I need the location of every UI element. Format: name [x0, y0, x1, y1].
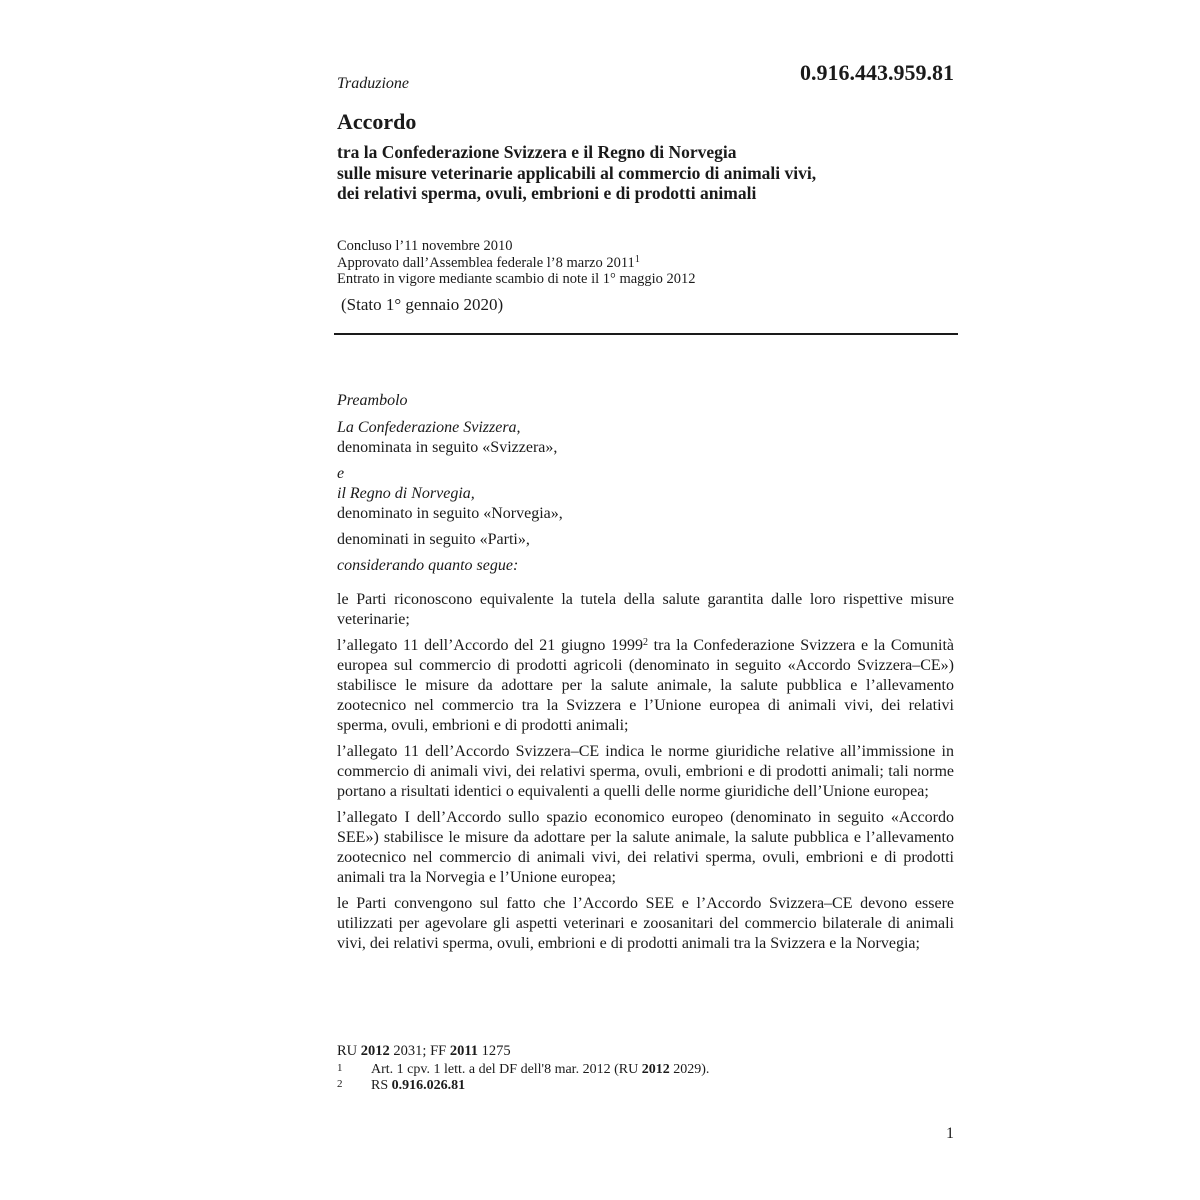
approved-text: Approvato dall’Assemblea federale l’8 marzo 2011: [337, 254, 635, 271]
subtitle-line: dei relativi sperma, ovuli, embrioni e di prodotti animali: [337, 183, 757, 203]
footnote-ref-1[interactable]: 1: [634, 253, 640, 265]
paragraph-text: l’allegato 11 dell’Accordo del 21 giugno 1999: [337, 637, 644, 654]
ru-label: RU: [337, 1043, 358, 1059]
preamble-paragraph: le Parti riconoscono equivalente la tutela della salute garantita dalle loro rispettive misure veterinarie;: [337, 591, 954, 628]
ff-label: FF: [430, 1043, 447, 1059]
footnote-text-before: RS: [371, 1078, 389, 1093]
party2-alias: denominato in seguito «Norvegia»,: [337, 505, 563, 522]
header-divider: [334, 333, 958, 335]
entry-into-force-date: Entrato in vigore mediante scambio di note il 1° maggio 2012: [337, 271, 696, 287]
official-reference: [337, 1042, 511, 1060]
footnote: [337, 1062, 709, 1078]
footnote-ref-2[interactable]: 2: [643, 637, 649, 648]
conjunction: e: [337, 465, 345, 482]
subtitle-line: tra la Confederazione Svizzera e il Regno di Norvegia: [337, 142, 737, 162]
party1-alias: denominata in seguito «Svizzera»,: [337, 439, 558, 456]
document-metadata: [337, 238, 696, 288]
parties-alias: denominati in seguito «Parti»,: [337, 531, 530, 548]
footnote-text-before: Art. 1 cpv. 1 lett. a del DF dell'8 mar. 2012 (RU: [371, 1062, 639, 1077]
paragraph-text: tra la Confederazione Svizzera e la Comunità europea sul commercio di prodotti agricoli (denominato in seguito «Accordo Svizzera–CE») stabilisce le misure da adottare per la salute animale, la salute pubblica e l’allevamento zootecnico nel commercio tra la Svizzera e l’Unione europea di animali vivi, dei relativi sperma, ovuli, embrioni e di prodotti animali;: [337, 637, 955, 734]
subtitle-line: sulle misure veterinarie applicabili al commercio di animali vivi,: [337, 162, 817, 183]
concluded-date: Concluso l’11 novembre 2010: [337, 238, 513, 254]
party2-name: il Regno di Norvegia,: [337, 485, 475, 502]
footnote-text: [371, 1062, 709, 1078]
preamble-paragraph: l’allegato I dell’Accordo sullo spazio economico europeo (denominato in seguito «Accordo SEE») stabilisce le misure da adottare per la salute animale, la salute pubblica e l’allevamento zootecnico nel commercio di animali vivi, dei relativi sperma, ovuli, embrioni e di prodotti animali tra la Norvegia e l’Unione europea;: [337, 809, 954, 886]
translation-label: Traduzione: [337, 75, 410, 92]
party1-name: La Confederazione Svizzera,: [337, 419, 521, 436]
footnote-number: 1: [337, 1062, 343, 1074]
footnote-number: 2: [337, 1078, 343, 1090]
document-title: Accordo: [337, 109, 417, 134]
footnotes: [337, 1062, 709, 1094]
footnote-bold: 0.916.026.81: [391, 1078, 466, 1093]
preamble-section: [337, 391, 954, 954]
preamble-paragraph: l’allegato 11 dell’Accordo Svizzera–CE indica le norme giuridiche relative all’immissione in commercio di animali vivi, dei relativi sperma, ovuli, embrioni e di prodotti animali; tali norme portano a risultati identici o equivalenti a quelli delle norme giuridiche dell’Unione europea;: [337, 743, 954, 800]
ru-page: 2031;: [393, 1043, 427, 1059]
status-date: (Stato 1° gennaio 2020): [341, 295, 504, 314]
footnote: [337, 1078, 709, 1094]
considering-clause: considerando quanto segue:: [337, 557, 519, 574]
approved-date: [337, 255, 696, 272]
ru-year: 2012: [360, 1043, 390, 1059]
footnote-text-after: 2029).: [673, 1062, 710, 1077]
preamble-heading: Preambolo: [337, 392, 408, 409]
preamble-paragraph: le Parti convengono sul fatto che l’Accordo SEE e l’Accordo Svizzera–CE devono essere utilizzati per agevolare gli aspetti veterinari e zoosanitari del commercio bilaterale di animali vivi, dei relativi sperma, ovuli, embrioni e di prodotti animali tra la Svizzera e la Norvegia;: [337, 895, 954, 952]
ff-year: 2011: [449, 1043, 479, 1059]
footnote-text: [371, 1078, 465, 1094]
ff-page: 1275: [481, 1043, 511, 1059]
preamble-paragraph: [337, 636, 954, 736]
sr-number: 0.916.443.959.81: [800, 60, 954, 85]
document-subtitle: [337, 142, 937, 204]
footnote-bold: 2012: [641, 1062, 670, 1077]
page-number: 1: [946, 1125, 954, 1142]
